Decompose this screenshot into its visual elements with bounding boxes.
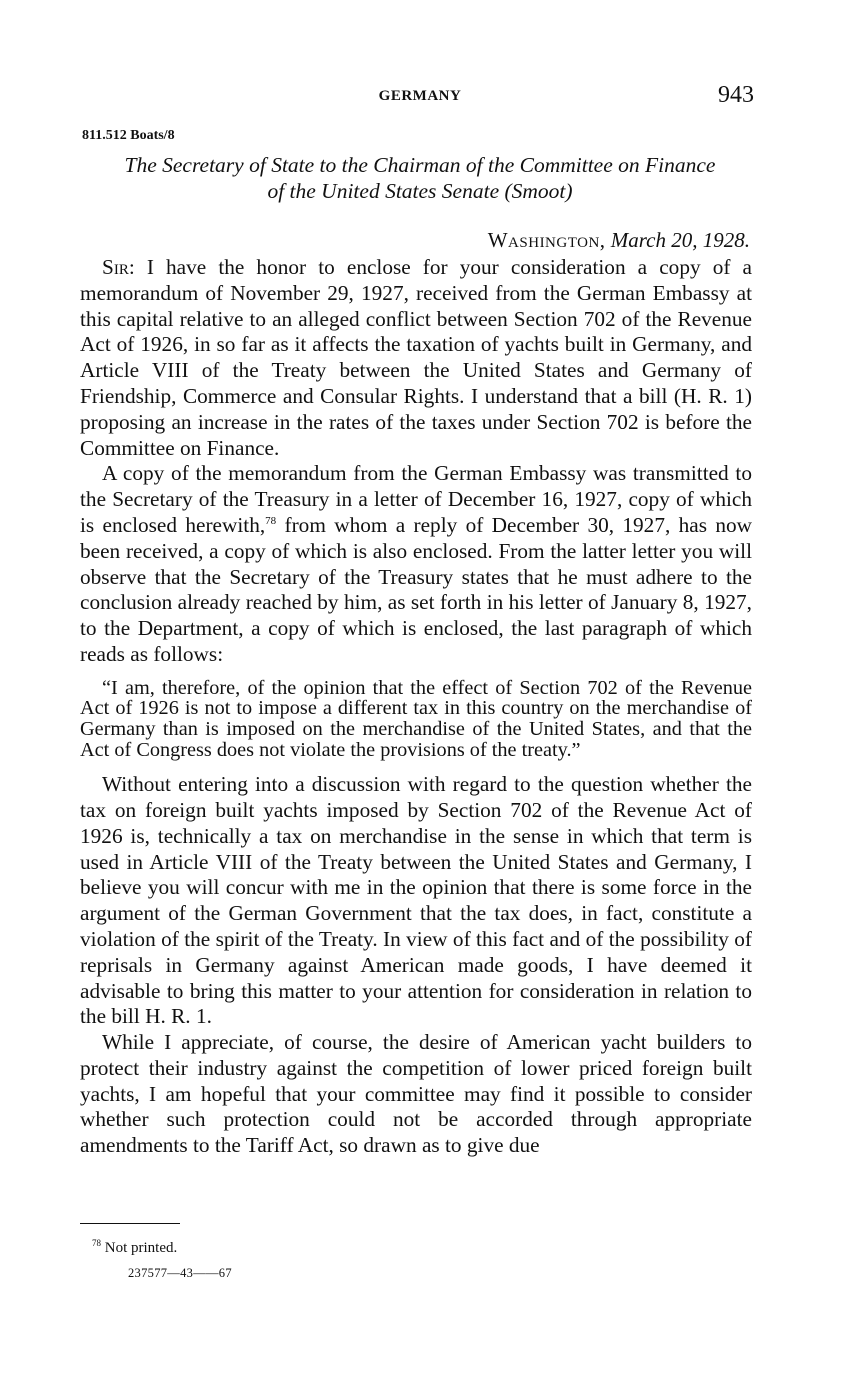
dateline-place: Washington, — [487, 228, 606, 252]
page-header — [80, 82, 760, 112]
file-number: 811.512 Boats/8 — [82, 128, 175, 143]
dateline-date: March 20, 1928. — [610, 228, 750, 252]
letter-body — [80, 255, 752, 1159]
paragraph-3: Without entering into a discussion with regard to the question whether the tax on foreign built yachts imposed by Section 702 of the Revenue Act of 1926 is, technically a tax on merchandise in the sense in which that term is used in Article VIII of the Treaty between the United States and Germany, I believe you will concur with me in the opinion that there is some force in the argument of the German Government that the tax does, in fact, constitute a violation of the spirit of the Treaty. In view of this fact and of the possibility of reprisals in Germany against American made goods, I have deemed it advisable to bring this matter to your attention for consideration in relation to the bill H. R. 1. — [80, 772, 752, 1029]
running-title: GERMANY — [378, 88, 462, 104]
block-quote: “I am, therefore, of the opinion that the effect of Section 702 of the Revenue Act of 1926 is not to impose a different tax in this country on the merchandise of Germany than is imposed on the merchandise of the United States, and that the Act of Congress does not violate the provisions of the treaty.” — [80, 676, 752, 761]
printer-mark: 237577—43——67 — [128, 1266, 232, 1280]
paragraph-4: While I appreciate, of course, the desire of American yacht builders to protect their industry against the competition of lower priced foreign built yachts, I am hopeful that your committee may find it possible to consider whether such protection could not be accorded through appropriate amendments to the Tariff Act, so drawn as to give due — [80, 1030, 752, 1158]
document-title — [80, 152, 760, 204]
paragraph-2 — [80, 461, 752, 667]
salutation: Sir: — [102, 255, 135, 279]
paragraph-2-text-b: from whom a reply of December 30, 1927, has now been received, a copy of which is also enclosed. From the latter letter you will observe that the Secretary of the Treasury states that he must adhere to the conclusion already reached by him, as set forth in his letter of January 8, 1927, to the Department, a copy of which is enclosed, the last paragraph of which reads as follows: — [80, 512, 752, 666]
footnote-reference: 78 — [265, 514, 277, 527]
footnote-number: 78 — [92, 1238, 101, 1248]
dateline — [488, 228, 750, 253]
document-page — [80, 0, 760, 1380]
document-title-line-2: of the United States Senate (Smoot) — [267, 179, 573, 203]
paragraph-1-text: I have the honor to enclose for your consideration a copy of a memorandum of November 29, 1927, received from the German Embassy at this capital relative to an alleged conflict between Section 702 of the Revenue Act of 1926, in so far as it affects the taxation of yachts built in Germany, and Article VIII of the Treaty between the United States and Germany of Friendship, Commerce and Consular Rights. I understand that a bill (H. R. 1) proposing an increase in the rates of the taxes under Section 702 is before the Committee on Finance. — [80, 255, 752, 460]
footnote-divider — [80, 1223, 180, 1224]
page-number: 943 — [718, 82, 754, 108]
paragraph-1 — [80, 255, 752, 461]
document-title-line-1: The Secretary of State to the Chairman of the Committee on Finance — [124, 153, 716, 177]
paragraph-2-text-a: A copy of the memorandum from the German Embassy was transmitted to the Secretary of the Treasury in a letter of December 16, 1927, copy of which is enclosed herewith, — [80, 461, 752, 537]
footnote-text: Not printed. — [101, 1240, 178, 1256]
footnote — [92, 1240, 177, 1257]
